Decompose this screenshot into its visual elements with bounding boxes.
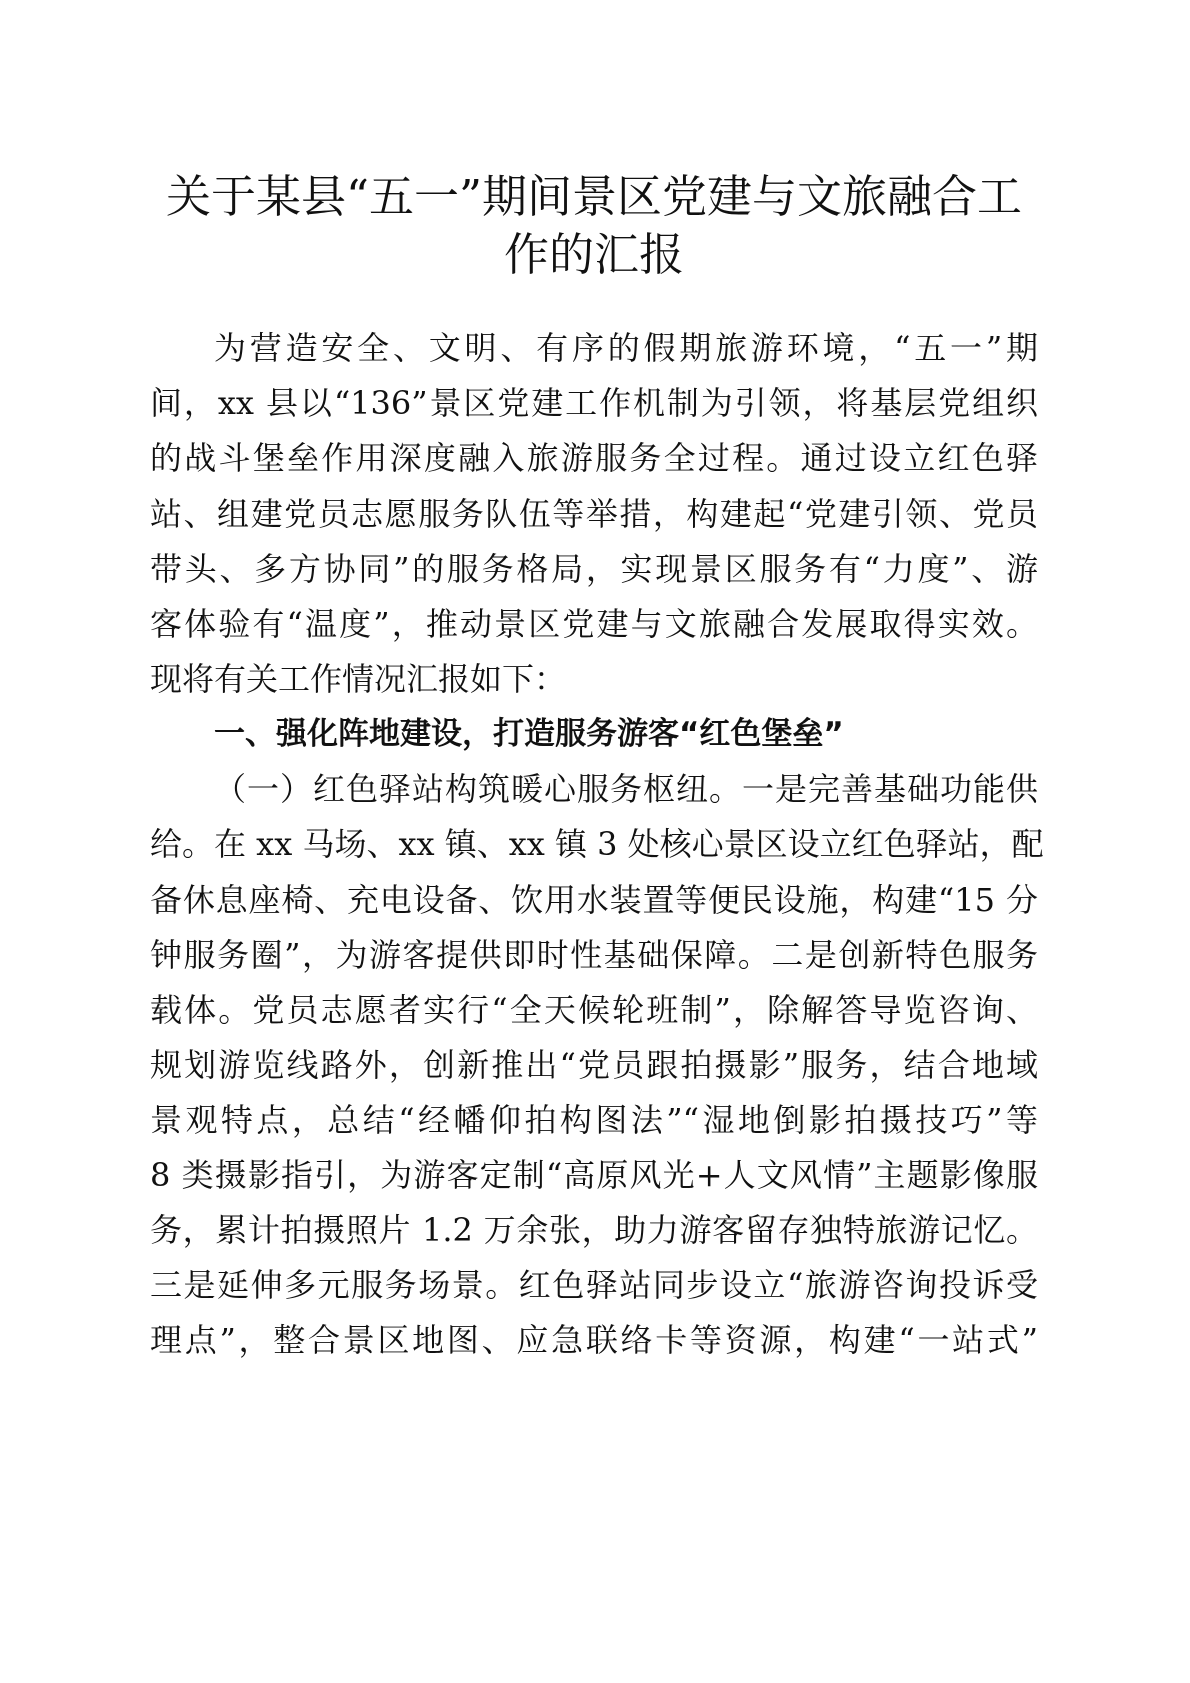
intro-line-2: 间，xx 县以“136”景区党建工作机制为引领，将基层党组织 (150, 384, 1038, 422)
intro-line-7: 现将有关工作情况汇报如下： (150, 660, 567, 698)
document-title-line-2: 作的汇报 (503, 228, 684, 281)
document-title-line-1: 关于某县“五一”期间景区党建与文旅融合工 (165, 170, 1022, 223)
intro-line-5: 带头、多方协同”的服务格局，实现景区服务有“力度”、游 (150, 550, 1038, 588)
subsection-line-11: 理点”，整合景区地图、应急联络卡等资源，构建“一站式” (150, 1321, 1038, 1359)
subsection-line-6: 规划游览线路外，创新推出“党员跟拍摄影”服务，结合地域 (150, 1046, 1038, 1084)
subsection-line-9: 务，累计拍摄照片 1.2 万余张，助力游客留存独特旅游记忆。 (150, 1211, 1038, 1249)
subsection-line-5: 载体。党员志愿者实行“全天候轮班制”，除解答导览咨询、 (150, 991, 1038, 1029)
intro-line-4: 站、组建党员志愿服务队伍等举措，构建起“党建引领、党员 (150, 495, 1038, 533)
subsection-line-7: 景观特点，总结“经幡仰拍构图法”“湿地倒影拍摄技巧”等 (150, 1101, 1038, 1139)
subsection-line-3: 备休息座椅、充电设备、饮用水装置等便民设施，构建“15 分 (150, 881, 1038, 919)
section-1-heading: 一、强化阵地建设，打造服务游客“红色堡垒” (214, 716, 844, 752)
subsection-line-1: （一）红色驿站构筑暖心服务枢纽。一是完善基础功能供 (214, 770, 1038, 808)
subsection-line-2: 给。在 xx 马场、xx 镇、xx 镇 3 处核心景区设立红色驿站，配 (150, 825, 1044, 863)
intro-line-3: 的战斗堡垒作用深度融入旅游服务全过程。通过设立红色驿 (150, 439, 1038, 477)
subsection-line-10: 三是延伸多元服务场景。红色驿站同步设立“旅游咨询投诉受 (150, 1266, 1038, 1304)
subsection-line-8: 8 类摄影指引，为游客定制“高原风光+人文风情”主题影像服 (150, 1156, 1038, 1194)
intro-line-1: 为营造安全、文明、有序的假期旅游环境，“五一”期 (214, 329, 1038, 367)
subsection-line-4: 钟服务圈”，为游客提供即时性基础保障。二是创新特色服务 (150, 936, 1038, 974)
intro-line-6: 客体验有“温度”，推动景区党建与文旅融合发展取得实效。 (150, 605, 1038, 643)
